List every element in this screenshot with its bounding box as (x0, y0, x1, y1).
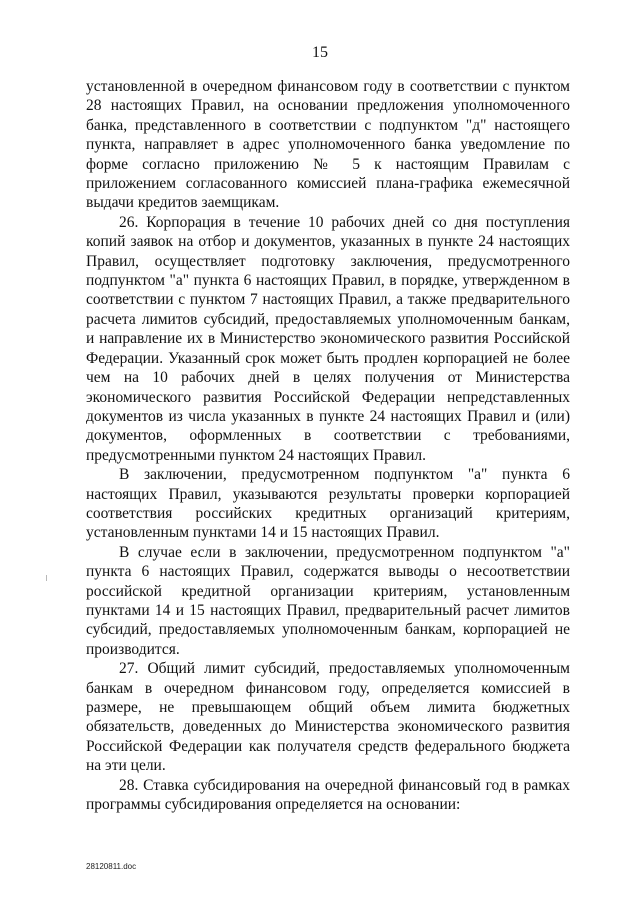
paragraph-clause-27: 27. Общий лимит субсидий, предоставляемых уполномоченным банкам в очередном финансовом году, определяется комиссией в размере, не превышающем общий объем лимита бюджетных обязательств, доведенных до Министерства экономического развития Российской Федерации как получателя средств федерального бюджета на эти цели. (86, 660, 570, 775)
paragraph-nonconformity-case: В случае если в заключении, предусмотренном подпунктом "а" пункта 6 настоящих Правил, содержатся выводы о несоответствии российской кредитной организации критериям, установленным пунктами 14 и 15 настоящих Правил, предварительный расчет лимитов субсидий, предоставляемых уполномоченным банкам, корпорацией не производится. (86, 543, 570, 658)
footer-file-name: 28120811.doc (86, 862, 137, 871)
page-number: 15 (312, 44, 328, 61)
paragraph-clause-28: 28. Ставка субсидирования на очередной финансовый год в рамках программы субсидирования определяется на основании: (86, 776, 570, 814)
paragraph-continuation: установленной в очередном финансовом году в соответствии с пунктом 28 настоящих Правил, на основании предложения уполномоченного банка, представленного в соответствии с подпунктом "д" настоящего пункта, направляет в адрес уполномоченного банка уведомление по форме согласно приложению № 5 к настоящим Правилам с приложением согласованного комиссией плана-графика ежемесячной выдачи кредитов заемщикам. (86, 78, 570, 212)
paragraph-conclusion-content: В заключении, предусмотренном подпунктом "а" пункта 6 настоящих Правил, указываются результаты проверки корпорацией соответствия российских кредитных организаций критериям, установленным пунктами 14 и 15 настоящих Правил. (86, 466, 570, 542)
margin-mark (46, 575, 47, 581)
paragraph-clause-26: 26. Корпорация в течение 10 рабочих дней со дня поступления копий заявок на отбор и документов, указанных в пункте 24 настоящих Правил, осуществляет подготовку заключения, предусмотренного подпунктом "а" пункта 6 настоящих Правил, в порядке, утвержденном в соответствии с пунктом 7 настоящих Правил, а также предварительного расчета лимитов субсидий, предоставляемых уполномоченным банкам, и направление их в Министерство экономического развития Российской Федерации. Указанный срок может быть продлен корпорацией не более чем на 10 рабочих дней в целях получения от Министерства экономического развития Российской Федерации непредставленных документов из числа указанных в пункте 24 настоящих Правил и (или) документов, оформленных в соответствии с требованиями, предусмотренными пунктом 24 настоящих Правил. (86, 213, 570, 464)
document-body (86, 77, 570, 814)
